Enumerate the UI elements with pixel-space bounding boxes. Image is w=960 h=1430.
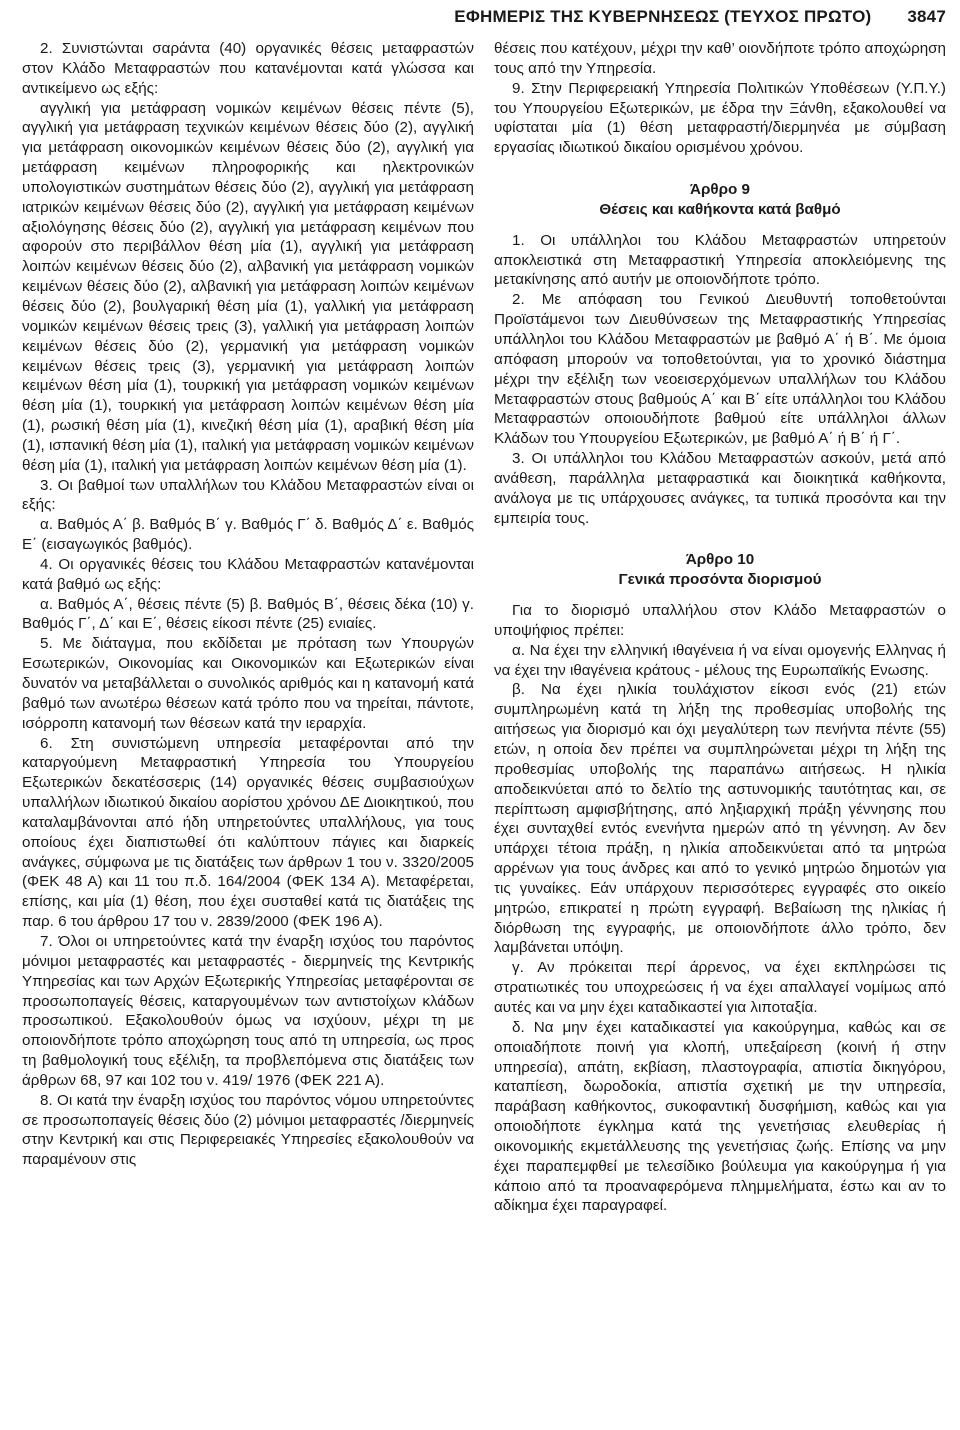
- paragraph: δ. Να μην έχει καταδικαστεί για κακούργημα, καθώς και σε οποιαδήποτε ποινή για κλοπή, υπεξαίρεση (κοινή ή στην υπηρεσία), απάτη, εκβίαση, πλαστογραφία, απιστία δικηγόρου, καταπίεση, δωροδοκία, απιστία σχετική με την υπηρεσία, παράβαση καθήκοντος, συκοφαντική δυσφήμιση, καθώς και για οποιοδήποτε έγκλημα κατά της γενετήσιας ελευθερίας ή οικονομικής εκμετάλλευσης της γενετήσιας ζωής. Επίσης να μην έχει παραπεμφθεί με τελεσίδικο βούλευμα για κακούργημα ή για κάποιο από τα προαναφερόμενα πλημμελήματα, έστω και αν το αδίκημα έχει παραγραφεί.: [494, 1018, 946, 1215]
- paragraph: 8. Οι κατά την έναρξη ισχύος του παρόντος νόμου υπηρετούντες σε προσωποπαγείς θέσεις δύο (2) μόνιμοι μεταφραστές /διερμηνείς στην Κεντρική και στις Περιφερειακές Υπηρεσίες εξακολουθούν να παραμένουν στις: [22, 1091, 474, 1169]
- paragraph: α. Βαθμός Α΄ β. Βαθμός Β΄ γ. Βαθμός Γ΄ δ. Βαθμός Δ΄ ε. Βαθμός Ε΄ (εισαγωγικός βαθμός).: [22, 516, 474, 554]
- paragraph: 9. Στην Περιφερειακή Υπηρεσία Πολιτικών Υποθέσεων (Υ.Π.Υ.) του Υπουργείου Εξωτερικών, με έδρα την Ξάνθη, εξακολουθεί να υφίσταται μία (1) θέση μεταφραστή/διερμηνέα με σύμβαση εργασίας ιδιωτικού δικαίου ορισμένου χρόνου.: [494, 79, 946, 157]
- right-column: [494, 39, 946, 1428]
- paragraph: β. Να έχει ηλικία τουλάχιστον είκοσι ενός (21) ετών συμπληρωμένη κατά τη λήξη της προθεσμίας υποβολής της αιτήσεως για διορισμό και όχι μεγαλύτερη των πενήντα πέντε (55) ετών, η οποία δεν πρέπει να συμπληρώνεται μέχρι τη λήξη της προθεσμίας υποβολής της παραπάνω αιτήσεως. Η ηλικία αποδεικνύεται από το δελτίο της αστυνομικής ταυτότητας και, σε περίπτωση αμφισβήτησης, από ληξιαρχική πράξη γέννησης που έχει συνταχθεί εντός ενενήντα ημερών από τη γέννηση. Αν δεν υπάρχει τέτοια πράξη, η ηλικία αποδεικνύεται από τα μητρώα αρρένων για τους άνδρες και από το γενικό μητρώο δημοτών για τις γυναίκες. Εάν υπάρχουν περισσότερες εγγραφές στο οικείο μητρώο, επικρατεί η πρώτη εγγραφή. Βεβαίωση της ηλικίας ή διόρθωση της εγγραφής, με οποιονδήποτε άλλο τρόπο, δεν λαμβάνεται υπόψη.: [494, 681, 946, 957]
- paragraph: 1. Οι υπάλληλοι του Κλάδου Μεταφραστών υπηρετούν αποκλειστικά στη Μεταφραστική Υπηρεσία αποκλειόμενης της μετακίνησης από αυτήν με οποιονδήποτε τρόπο.: [494, 231, 946, 289]
- paragraph: αγγλική για μετάφραση νομικών κειμένων θέσεις πέντε (5), αγγλική για μετάφραση τεχνικών κειμένων θέσεις δύο (2), αγγλική για μετάφραση οικονομικών κειμένων θέσεις δύο (2), αγγλική για μετάφραση κειμένων πληροφορικής και ηλεκτρονικών υπολογιστικών συστημάτων θέσεις δύο (2), αγγλική για μετάφραση ιατρικών κειμένων θέσεις δύο (2), αγγλική για μετάφραση κειμένων αξιολόγησης θέσεις δύο (2), αγγλική για μετάφραση κειμένων που αφορούν στο περιβάλλον θέση μία (1), αγγλική για μετάφραση λοιπών κειμένων θέσεις δύο (2), αλβανική για μετάφραση νομικών κειμένων θέσεις δύο (2), αλβανική για μετάφραση λοιπών κειμένων θέσεις δύο (2), βουλγαρική θέση μία (1), γαλλική για μετάφραση νομικών κειμένων θέσεις τρεις (3), γαλλική για μετάφραση λοιπών κειμένων θέσεις δύο (2), γερμανική για μετάφραση νομικών κειμένων θέσεις τρεις (3), γερμανική για μετάφραση λοιπών κειμένων θέση μία (1), τουρκική για μετάφραση νομικών κειμένων θέση μία (1), τουρκική για μετάφραση λοιπών κειμένων θέση μία (1), ρωσική θέση μία (1), κινεζική θέση μία (1), αραβική θέση μία (1), ισπανική θέση μία (1), ιταλική για μετάφραση νομικών κειμένων θέση μία (1), ιταλική για μετάφραση λοιπών κειμένων θέση μία (1).: [22, 99, 474, 474]
- article-9-title: Άρθρο 9: [690, 181, 750, 199]
- paragraph: 2. Συνιστώνται σαράντα (40) οργανικές θέσεις μεταφραστών στον Κλάδο Μεταφραστών που κατανέμονται κατά γλώσσα και αντικείμενο ως εξής:: [22, 40, 474, 97]
- article-9-subtitle: Θέσεις και καθήκοντα κατά βαθμό: [599, 200, 841, 218]
- paragraph: α. Να έχει την ελληνική ιθαγένεια ή να είναι ομογενής Ελληνας ή να έχει την ιθαγένεια κράτους - μέλους της Ευρωπαϊκής Ενωσης.: [494, 641, 946, 679]
- paragraph: 3. Οι υπάλληλοι του Κλάδου Μεταφραστών ασκούν, μετά από ανάθεση, παράλληλα μεταφραστικά και διοικητικά καθήκοντα, ανάλογα με τις υπάρχουσες ανάγκες, τα τυπικά προσόντα και την εμπειρία τους.: [494, 450, 946, 527]
- paragraph: Για το διορισμό υπαλλήλου στον Κλάδο Μεταφραστών ο υποψήφιος πρέπει:: [494, 602, 946, 639]
- paragraph: 3. Οι βαθμοί των υπαλλήλων του Κλάδου Μεταφραστών είναι οι εξής:: [22, 476, 474, 514]
- gazette-title: ΕΦΗΜΕΡΙΣ ΤΗΣ ΚΥΒΕΡΝΗΣΕΩΣ (ΤΕΥΧΟΣ ΠΡΩΤΟ): [454, 7, 872, 26]
- left-column: [22, 39, 474, 1428]
- paragraph: 2. Με απόφαση του Γενικού Διευθυντή τοποθετούνται Προϊστάμενοι των Διευθύνσεων της Μεταφραστικής Υπηρεσίας υπάλληλοι του Κλάδου Μεταφραστών με βαθμό Α΄ ή Β΄. Με όμοια απόφαση μπορούν να τοποθετούνται, για το χρονικό διάστημα μέχρι την εξέλιξη των νεοεισερχόμενων υπαλλήλων του Κλάδου Μεταφραστών στους βαθμούς Α΄ και Β΄ είτε υπάλληλοι του Κλάδου Μεταφραστών οποιουδήποτε βαθμού είτε υπάλληλοι άλλων Κλάδων του Υπουργείου Εξωτερικών, με βαθμό Α΄ ή Β΄ ή Γ΄.: [494, 291, 946, 448]
- two-column-body: [22, 39, 946, 1428]
- paragraph: α. Βαθμός Α΄, θέσεις πέντε (5) β. Βαθμός Β΄, θέσεις δέκα (10) γ. Βαθμός Γ΄, Δ΄ και Ε΄, θέσεις είκοσι πέντε (25) ενιαίες.: [22, 595, 474, 633]
- page-number: 3847: [907, 7, 946, 26]
- paragraph: 5. Με διάταγμα, που εκδίδεται με πρόταση των Υπουργών Εσωτερικών, Οικονομίας και Οικονομικών και Εξωτερικών είναι δυνατόν να μεταβάλλεται ο συνολικός αριθμός και η κατανομή κατά βαθμό των ανωτέρω θέσεων κατά τρόπο που να τηρείται, πάντοτε, ισόρροπη κατανομή των θέσεων κατά την ιεραρχία.: [22, 635, 474, 732]
- paragraph: γ. Αν πρόκειται περί άρρενος, να έχει εκπληρώσει τις στρατιωτικές του υποχρεώσεις ή να έχει απαλλαγεί νομίμως από αυτές και να μην έχει καταδικαστεί για λιποταξία.: [494, 959, 946, 1016]
- article-10-subtitle: Γενικά προσόντα διορισμού: [618, 571, 822, 589]
- article-10-title: Άρθρο 10: [685, 551, 755, 569]
- paragraph: 4. Οι οργανικές θέσεις του Κλάδου Μεταφραστών κατανέμονται κατά βαθμό ως εξής:: [22, 555, 474, 593]
- paragraph: 7. Όλοι οι υπηρετούντες κατά την έναρξη ισχύος του παρόντος μόνιμοι μεταφραστές και μεταφραστές - διερμηνείς της Κεντρικής Υπηρεσίας και των Αρχών Εξωτερικής Υπηρεσίας μεταφέρονται σε προσωποπαγείς θέσεις, καταργουμένων των αντιστοίχων κλάδων προσωπικού. Εξακολουθούν όμως να ισχύουν, μέχρι τη με οποιονδήποτε τρόπο αποχώρηση τους από τη υπηρεσία, ως προς τη βαθμολογική τους εξέλιξη, τα προβλεπόμενα στις διατάξεις των άρθρων 68, 97 και 102 του ν. 419/ 1976 (ΦΕΚ 221 Α).: [22, 932, 474, 1089]
- paragraph: 6. Στη συνιστώμενη υπηρεσία μεταφέρονται από την καταργούμενη Μεταφραστική Υπηρεσία του Υπουργείου Εξωτερικών δεκατέσσερις (14) οργανικές θέσεις συμβασιούχων υπαλλήλων ιδιωτικού δικαίου αορίστου χρόνου ΔΕ Διοικητικού, που καταλαμβάνονται από ήδη υπηρετούντες υπαλλήλους, για τους οποίους έχει διαπιστωθεί ότι καλύπτουν πάγιες και διαρκείς ανάγκες, σύμφωνα με τις διατάξεις των άρθρων 1 του ν. 3320/2005 (ΦΕΚ 48 Α) και 11 του π.δ. 164/2004 (ΦΕΚ 134 Α). Μεταφέρεται, επίσης, και μία (1) θέση, που έχει συσταθεί κατά τις διατάξεις της παρ. 6 του άρθρου 17 του ν. 2839/2000 (ΦΕΚ 196 Α).: [22, 734, 474, 931]
- page-header: [22, 4, 946, 30]
- paragraph: θέσεις που κατέχουν, μέχρι την καθ’ οιονδήποτε τρόπο αποχώρηση τους από την Υπηρεσία.: [494, 40, 946, 77]
